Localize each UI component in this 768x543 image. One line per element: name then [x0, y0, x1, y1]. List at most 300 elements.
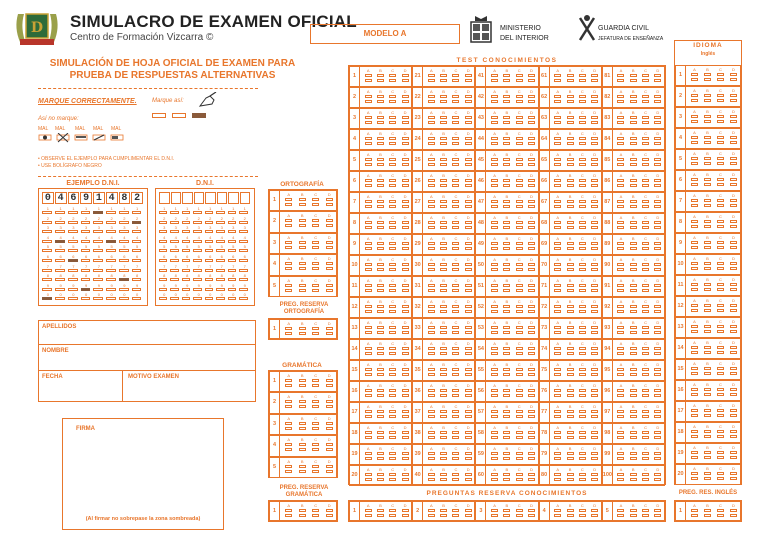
answer-box-cancel-b[interactable]	[440, 478, 447, 481]
answer-box-b[interactable]	[440, 284, 447, 287]
answer-box-cancel-c[interactable]	[642, 415, 649, 418]
answer-box-b[interactable]	[299, 241, 306, 244]
answer-box-cancel-b[interactable]	[440, 457, 447, 460]
answer-box-cancel-a[interactable]	[428, 205, 435, 208]
answer-box-cancel-d[interactable]	[465, 142, 472, 145]
answer-box-cancel-a[interactable]	[554, 226, 561, 229]
answer-box-cancel-b[interactable]	[567, 310, 574, 313]
answer-box-a[interactable]	[554, 95, 561, 98]
answer-box-b[interactable]	[440, 263, 447, 266]
answer-box-b[interactable]	[704, 346, 711, 349]
answer-box-d[interactable]	[326, 443, 333, 446]
answer-box-c[interactable]	[516, 509, 523, 512]
answer-box-cancel-a[interactable]	[554, 436, 561, 439]
answer-box-b[interactable]	[630, 368, 637, 371]
answer-box-cancel-d[interactable]	[402, 142, 409, 145]
answer-box-d[interactable]	[402, 74, 409, 77]
answer-box-d[interactable]	[402, 137, 409, 140]
answer-box-cancel-d[interactable]	[730, 435, 737, 438]
answer-box-cancel-c[interactable]	[516, 478, 523, 481]
answer-box-cancel-a[interactable]	[491, 331, 498, 334]
answer-box-a[interactable]	[365, 347, 372, 350]
answer-box-cancel-a[interactable]	[365, 436, 372, 439]
answer-box-b[interactable]	[704, 136, 711, 139]
answer-box-c[interactable]	[452, 242, 459, 245]
answer-box-cancel-b[interactable]	[440, 142, 447, 145]
answer-box-d[interactable]	[730, 388, 737, 391]
answer-box-cancel-d[interactable]	[402, 514, 409, 517]
answer-box-b[interactable]	[630, 326, 637, 329]
dni-bubble-3[interactable]	[239, 230, 248, 233]
answer-box-cancel-b[interactable]	[704, 309, 711, 312]
answer-box-cancel-a[interactable]	[691, 435, 698, 438]
answer-box-cancel-b[interactable]	[630, 415, 637, 418]
answer-box-cancel-b[interactable]	[704, 267, 711, 270]
answer-box-b[interactable]	[567, 368, 574, 371]
answer-box-cancel-c[interactable]	[452, 478, 459, 481]
answer-box-cancel-a[interactable]	[491, 457, 498, 460]
answer-box-c[interactable]	[642, 263, 649, 266]
answer-box-cancel-d[interactable]	[591, 394, 598, 397]
answer-box-b[interactable]	[503, 284, 510, 287]
answer-box-b[interactable]	[440, 74, 447, 77]
answer-box-cancel-d[interactable]	[654, 394, 661, 397]
answer-box-b[interactable]	[567, 305, 574, 308]
answer-box-d[interactable]	[402, 221, 409, 224]
answer-box-d[interactable]	[465, 179, 472, 182]
answer-box-a[interactable]	[365, 305, 372, 308]
answer-box-cancel-c[interactable]	[516, 331, 523, 334]
answer-box-c[interactable]	[389, 95, 396, 98]
answer-box-c[interactable]	[579, 431, 586, 434]
answer-box-a[interactable]	[365, 284, 372, 287]
answer-box-cancel-c[interactable]	[389, 352, 396, 355]
answer-box-c[interactable]	[642, 221, 649, 224]
answer-box-cancel-b[interactable]	[704, 99, 711, 102]
answer-box-cancel-a[interactable]	[491, 478, 498, 481]
answer-box-b[interactable]	[377, 509, 384, 512]
dni-bubble-1[interactable]	[239, 211, 248, 214]
dni-bubble-1[interactable]	[193, 211, 202, 214]
answer-box-a[interactable]	[365, 179, 372, 182]
answer-box-b[interactable]	[503, 116, 510, 119]
answer-box-cancel-b[interactable]	[299, 246, 306, 249]
answer-box-a[interactable]	[365, 326, 372, 329]
answer-box-cancel-d[interactable]	[528, 394, 535, 397]
answer-box-cancel-d[interactable]	[326, 470, 333, 473]
answer-box-cancel-b[interactable]	[377, 163, 384, 166]
answer-box-c[interactable]	[516, 95, 523, 98]
answer-box-d[interactable]	[326, 241, 333, 244]
answer-box-cancel-a[interactable]	[428, 163, 435, 166]
answer-box-cancel-a[interactable]	[428, 310, 435, 313]
answer-box-d[interactable]	[326, 422, 333, 425]
answer-box-b[interactable]	[567, 431, 574, 434]
answer-box-a[interactable]	[428, 116, 435, 119]
answer-box-d[interactable]	[654, 509, 661, 512]
answer-box-a[interactable]	[491, 242, 498, 245]
answer-box-cancel-c[interactable]	[389, 268, 396, 271]
answer-box-a[interactable]	[428, 137, 435, 140]
answer-box-c[interactable]	[452, 179, 459, 182]
answer-box-d[interactable]	[654, 431, 661, 434]
answer-box-b[interactable]	[377, 95, 384, 98]
answer-box-c[interactable]	[516, 347, 523, 350]
answer-box-c[interactable]	[717, 262, 724, 265]
answer-box-cancel-d[interactable]	[654, 79, 661, 82]
dni-digit-cell[interactable]	[194, 192, 205, 204]
answer-box-a[interactable]	[691, 136, 698, 139]
dni-bubble-6[interactable]	[239, 259, 248, 262]
answer-box-c[interactable]	[717, 472, 724, 475]
answer-box-cancel-a[interactable]	[617, 163, 624, 166]
answer-box-cancel-c[interactable]	[312, 405, 319, 408]
answer-box-d[interactable]	[591, 137, 598, 140]
answer-box-a[interactable]	[365, 389, 372, 392]
answer-box-c[interactable]	[516, 116, 523, 119]
answer-box-a[interactable]	[365, 158, 372, 161]
answer-box-c[interactable]	[717, 136, 724, 139]
answer-box-d[interactable]	[326, 219, 333, 222]
answer-box-cancel-d[interactable]	[591, 226, 598, 229]
answer-box-b[interactable]	[630, 410, 637, 413]
answer-box-cancel-b[interactable]	[704, 288, 711, 291]
answer-box-b[interactable]	[503, 509, 510, 512]
answer-box-b[interactable]	[630, 200, 637, 203]
answer-box-cancel-d[interactable]	[591, 436, 598, 439]
answer-box-b[interactable]	[704, 73, 711, 76]
answer-box-d[interactable]	[730, 262, 737, 265]
answer-box-c[interactable]	[516, 179, 523, 182]
answer-box-b[interactable]	[299, 198, 306, 201]
answer-box-b[interactable]	[377, 200, 384, 203]
answer-box-b[interactable]	[567, 200, 574, 203]
dni-digit-cell[interactable]	[159, 192, 170, 204]
dni-bubble-9[interactable]	[228, 288, 237, 291]
answer-box-cancel-a[interactable]	[691, 183, 698, 186]
answer-box-cancel-c[interactable]	[516, 184, 523, 187]
answer-box-a[interactable]	[691, 409, 698, 412]
dni-bubble-1[interactable]	[170, 211, 179, 214]
answer-box-cancel-d[interactable]	[654, 478, 661, 481]
answer-box-cancel-c[interactable]	[579, 415, 586, 418]
answer-box-cancel-b[interactable]	[503, 394, 510, 397]
answer-box-cancel-c[interactable]	[717, 141, 724, 144]
answer-box-cancel-a[interactable]	[617, 331, 624, 334]
answer-box-cancel-c[interactable]	[579, 310, 586, 313]
answer-box-cancel-a[interactable]	[285, 203, 292, 206]
answer-box-cancel-d[interactable]	[326, 405, 333, 408]
answer-box-a[interactable]	[285, 241, 292, 244]
answer-box-cancel-b[interactable]	[567, 247, 574, 250]
answer-box-cancel-c[interactable]	[312, 203, 319, 206]
answer-box-cancel-a[interactable]	[617, 415, 624, 418]
answer-box-c[interactable]	[312, 219, 319, 222]
answer-box-d[interactable]	[591, 410, 598, 413]
answer-box-d[interactable]	[402, 179, 409, 182]
answer-box-c[interactable]	[642, 158, 649, 161]
answer-box-c[interactable]	[579, 74, 586, 77]
answer-box-cancel-b[interactable]	[440, 331, 447, 334]
answer-box-cancel-c[interactable]	[579, 289, 586, 292]
answer-box-cancel-a[interactable]	[365, 121, 372, 124]
answer-box-cancel-d[interactable]	[326, 289, 333, 292]
answer-box-cancel-d[interactable]	[465, 121, 472, 124]
answer-box-c[interactable]	[579, 221, 586, 224]
answer-box-cancel-d[interactable]	[465, 100, 472, 103]
answer-box-a[interactable]	[491, 158, 498, 161]
answer-box-d[interactable]	[730, 115, 737, 118]
answer-box-d[interactable]	[402, 368, 409, 371]
date-field[interactable]	[40, 382, 120, 400]
answer-box-c[interactable]	[579, 200, 586, 203]
answer-box-a[interactable]	[428, 179, 435, 182]
answer-box-cancel-b[interactable]	[440, 184, 447, 187]
answer-box-cancel-c[interactable]	[642, 478, 649, 481]
answer-box-cancel-d[interactable]	[654, 163, 661, 166]
answer-box-b[interactable]	[377, 221, 384, 224]
answer-box-cancel-a[interactable]	[617, 310, 624, 313]
answer-box-b[interactable]	[440, 452, 447, 455]
answer-box-cancel-d[interactable]	[654, 142, 661, 145]
answer-box-c[interactable]	[717, 388, 724, 391]
dni-bubble-6[interactable]	[182, 259, 191, 262]
answer-box-cancel-a[interactable]	[554, 457, 561, 460]
answer-box-d[interactable]	[591, 368, 598, 371]
answer-box-cancel-a[interactable]	[285, 405, 292, 408]
answer-box-cancel-c[interactable]	[642, 142, 649, 145]
answer-box-c[interactable]	[579, 368, 586, 371]
dni-bubble-2[interactable]	[216, 221, 225, 224]
answer-box-cancel-b[interactable]	[377, 205, 384, 208]
answer-box-cancel-c[interactable]	[717, 456, 724, 459]
answer-box-cancel-a[interactable]	[691, 514, 698, 517]
answer-box-b[interactable]	[299, 509, 306, 512]
answer-box-d[interactable]	[528, 284, 535, 287]
answer-box-cancel-b[interactable]	[704, 393, 711, 396]
answer-box-c[interactable]	[312, 379, 319, 382]
answer-box-a[interactable]	[285, 198, 292, 201]
answer-box-a[interactable]	[691, 304, 698, 307]
answer-box-cancel-c[interactable]	[717, 330, 724, 333]
answer-box-a[interactable]	[554, 509, 561, 512]
reason-field[interactable]	[124, 382, 254, 400]
answer-box-d[interactable]	[465, 200, 472, 203]
answer-box-a[interactable]	[554, 368, 561, 371]
answer-box-d[interactable]	[402, 473, 409, 476]
answer-box-cancel-c[interactable]	[452, 163, 459, 166]
answer-box-c[interactable]	[642, 473, 649, 476]
answer-box-b[interactable]	[503, 158, 510, 161]
answer-box-b[interactable]	[704, 262, 711, 265]
answer-box-cancel-c[interactable]	[389, 184, 396, 187]
answer-box-b[interactable]	[440, 200, 447, 203]
answer-box-cancel-a[interactable]	[691, 120, 698, 123]
answer-box-cancel-d[interactable]	[528, 514, 535, 517]
answer-box-cancel-c[interactable]	[579, 163, 586, 166]
answer-box-cancel-d[interactable]	[465, 268, 472, 271]
answer-box-cancel-b[interactable]	[503, 289, 510, 292]
answer-box-c[interactable]	[642, 116, 649, 119]
answer-box-d[interactable]	[654, 221, 661, 224]
answer-box-c[interactable]	[642, 326, 649, 329]
answer-box-cancel-b[interactable]	[567, 268, 574, 271]
answer-box-a[interactable]	[428, 263, 435, 266]
answer-box-a[interactable]	[691, 367, 698, 370]
answer-box-cancel-b[interactable]	[630, 142, 637, 145]
answer-box-d[interactable]	[591, 389, 598, 392]
answer-box-b[interactable]	[440, 368, 447, 371]
answer-box-cancel-a[interactable]	[554, 331, 561, 334]
answer-box-d[interactable]	[465, 326, 472, 329]
answer-box-b[interactable]	[567, 326, 574, 329]
answer-box-cancel-d[interactable]	[730, 288, 737, 291]
answer-box-d[interactable]	[465, 368, 472, 371]
answer-box-c[interactable]	[516, 431, 523, 434]
dni-bubble-8[interactable]	[216, 278, 225, 281]
answer-box-cancel-a[interactable]	[617, 268, 624, 271]
dni-bubble-6[interactable]	[193, 259, 202, 262]
answer-box-b[interactable]	[630, 221, 637, 224]
answer-box-cancel-a[interactable]	[365, 247, 372, 250]
answer-box-cancel-c[interactable]	[579, 268, 586, 271]
answer-box-cancel-d[interactable]	[591, 163, 598, 166]
answer-box-cancel-c[interactable]	[312, 448, 319, 451]
answer-box-cancel-b[interactable]	[503, 205, 510, 208]
answer-box-d[interactable]	[591, 347, 598, 350]
answer-box-a[interactable]	[365, 74, 372, 77]
answer-box-cancel-a[interactable]	[691, 309, 698, 312]
answer-box-cancel-a[interactable]	[491, 79, 498, 82]
answer-box-cancel-d[interactable]	[654, 373, 661, 376]
answer-box-cancel-d[interactable]	[402, 478, 409, 481]
answer-box-d[interactable]	[528, 368, 535, 371]
answer-box-c[interactable]	[717, 409, 724, 412]
answer-box-b[interactable]	[704, 509, 711, 512]
dni-bubble-0[interactable]	[170, 297, 179, 300]
dni-bubble-8[interactable]	[170, 278, 179, 281]
answer-box-cancel-b[interactable]	[377, 352, 384, 355]
answer-box-a[interactable]	[554, 137, 561, 140]
answer-box-b[interactable]	[704, 220, 711, 223]
answer-box-c[interactable]	[642, 452, 649, 455]
answer-box-d[interactable]	[465, 389, 472, 392]
answer-box-c[interactable]	[516, 158, 523, 161]
answer-box-c[interactable]	[389, 473, 396, 476]
signature-box[interactable]	[62, 418, 224, 530]
answer-box-cancel-c[interactable]	[717, 309, 724, 312]
answer-box-cancel-d[interactable]	[465, 247, 472, 250]
answer-box-cancel-a[interactable]	[554, 352, 561, 355]
answer-box-c[interactable]	[717, 115, 724, 118]
answer-box-d[interactable]	[591, 431, 598, 434]
answer-box-d[interactable]	[326, 379, 333, 382]
answer-box-cancel-b[interactable]	[440, 163, 447, 166]
answer-box-b[interactable]	[704, 367, 711, 370]
answer-box-c[interactable]	[516, 137, 523, 140]
answer-box-a[interactable]	[554, 473, 561, 476]
answer-box-cancel-c[interactable]	[452, 457, 459, 460]
answer-box-d[interactable]	[402, 200, 409, 203]
answer-box-cancel-d[interactable]	[591, 121, 598, 124]
answer-box-b[interactable]	[377, 137, 384, 140]
answer-box-a[interactable]	[285, 400, 292, 403]
dni-bubble-1[interactable]	[182, 211, 191, 214]
dni-bubble-2[interactable]	[182, 221, 191, 224]
answer-box-a[interactable]	[617, 284, 624, 287]
answer-box-cancel-c[interactable]	[389, 514, 396, 517]
answer-box-cancel-d[interactable]	[465, 331, 472, 334]
answer-box-cancel-d[interactable]	[591, 352, 598, 355]
answer-box-b[interactable]	[630, 263, 637, 266]
answer-box-cancel-b[interactable]	[299, 224, 306, 227]
answer-box-c[interactable]	[452, 74, 459, 77]
answer-box-c[interactable]	[579, 410, 586, 413]
answer-box-cancel-d[interactable]	[591, 373, 598, 376]
answer-box-c[interactable]	[389, 137, 396, 140]
answer-box-a[interactable]	[491, 95, 498, 98]
answer-box-cancel-b[interactable]	[630, 163, 637, 166]
answer-box-cancel-a[interactable]	[691, 372, 698, 375]
answer-box-cancel-c[interactable]	[389, 310, 396, 313]
answer-box-cancel-d[interactable]	[654, 184, 661, 187]
answer-box-cancel-c[interactable]	[516, 514, 523, 517]
answer-box-c[interactable]	[579, 179, 586, 182]
answer-box-cancel-c[interactable]	[642, 268, 649, 271]
answer-box-cancel-c[interactable]	[516, 247, 523, 250]
answer-box-c[interactable]	[452, 263, 459, 266]
answer-box-cancel-d[interactable]	[326, 246, 333, 249]
answer-box-cancel-c[interactable]	[516, 268, 523, 271]
answer-box-c[interactable]	[579, 242, 586, 245]
dni-bubble-0[interactable]	[228, 297, 237, 300]
answer-box-a[interactable]	[491, 473, 498, 476]
answer-box-cancel-c[interactable]	[389, 205, 396, 208]
answer-box-cancel-c[interactable]	[579, 205, 586, 208]
answer-box-d[interactable]	[730, 178, 737, 181]
answer-box-cancel-c[interactable]	[312, 514, 319, 517]
answer-box-cancel-b[interactable]	[299, 332, 306, 335]
answer-box-a[interactable]	[554, 74, 561, 77]
answer-box-a[interactable]	[428, 473, 435, 476]
answer-box-cancel-a[interactable]	[617, 226, 624, 229]
answer-box-b[interactable]	[440, 509, 447, 512]
answer-box-d[interactable]	[528, 431, 535, 434]
answer-box-b[interactable]	[299, 443, 306, 446]
answer-box-c[interactable]	[389, 74, 396, 77]
answer-box-c[interactable]	[312, 422, 319, 425]
answer-box-b[interactable]	[630, 116, 637, 119]
answer-box-cancel-c[interactable]	[717, 162, 724, 165]
answer-box-cancel-a[interactable]	[428, 142, 435, 145]
answer-box-a[interactable]	[617, 389, 624, 392]
answer-box-d[interactable]	[465, 116, 472, 119]
answer-box-cancel-d[interactable]	[591, 289, 598, 292]
answer-box-cancel-a[interactable]	[285, 427, 292, 430]
answer-box-d[interactable]	[730, 73, 737, 76]
answer-box-cancel-b[interactable]	[567, 514, 574, 517]
answer-box-cancel-a[interactable]	[691, 162, 698, 165]
dni-bubble-0[interactable]	[182, 297, 191, 300]
answer-box-a[interactable]	[365, 368, 372, 371]
dni-digit-cell[interactable]	[205, 192, 216, 204]
answer-box-a[interactable]	[691, 220, 698, 223]
answer-box-cancel-b[interactable]	[630, 205, 637, 208]
answer-box-cancel-d[interactable]	[402, 373, 409, 376]
answer-box-cancel-d[interactable]	[654, 100, 661, 103]
dni-bubble-3[interactable]	[228, 230, 237, 233]
answer-box-cancel-b[interactable]	[440, 436, 447, 439]
